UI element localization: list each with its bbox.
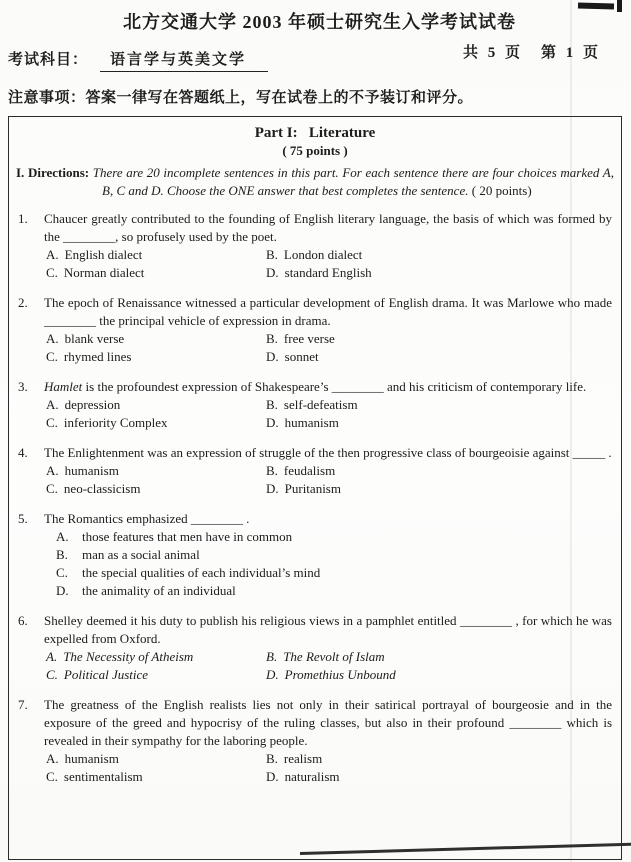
question-option: [46, 480, 266, 498]
option-text: Promethius Unbound: [284, 667, 396, 682]
option-letter: D.: [266, 769, 279, 784]
question-option: [46, 768, 266, 786]
option-letter: D.: [266, 481, 279, 496]
question-option: [266, 396, 612, 414]
option-letter: A.: [56, 529, 69, 544]
option-text: humanism: [64, 463, 119, 478]
option-letter: A.: [46, 751, 59, 766]
directions-label: I. Directions:: [16, 165, 90, 180]
option-text: standard English: [284, 265, 372, 280]
option-letter: A.: [46, 649, 58, 664]
part-points: ( 75 points ): [282, 143, 348, 158]
question-option: [46, 264, 266, 282]
question-number: 1.: [18, 211, 28, 226]
question-stem: The greatness of the English realists lies not only in their satirical portrayal of bourgeosie and in the exposure of the greed and hypocrisy of the ruling classes, but also in their profound ________ which is revealed in their sympathy for the laboring people.: [44, 697, 612, 748]
option-letter: C.: [46, 481, 58, 496]
question-option: [266, 768, 612, 786]
directions-text: There are 20 incomplete sentences in this part. For each sentence there are four choices marked A, B, C and D. Choose the ONE answer that best completes the sentence.: [92, 165, 614, 198]
option-text: humanism: [64, 751, 119, 766]
question-item: [18, 444, 616, 498]
question-item: [18, 378, 616, 432]
subject-row: [8, 45, 631, 72]
question-option: [56, 528, 612, 546]
question-option: [46, 330, 266, 348]
question-option: [46, 648, 266, 666]
option-letter: A.: [46, 463, 59, 478]
option-letter: B.: [266, 247, 278, 262]
option-text: the animality of an individual: [82, 583, 236, 598]
option-text: sonnet: [284, 349, 319, 364]
option-text: the special qualities of each individual’s mind: [82, 565, 321, 580]
question-option: [46, 246, 266, 264]
option-text: London dialect: [283, 247, 363, 262]
notice-label: 注意事项：: [8, 90, 86, 106]
option-text: blank verse: [64, 331, 125, 346]
exam-content-box: [8, 116, 622, 860]
options-list: [46, 330, 612, 366]
option-letter: C.: [46, 667, 58, 682]
question-option: [46, 666, 266, 684]
question-number: 4.: [18, 445, 28, 460]
question-option: [266, 264, 612, 282]
question-number: 2.: [18, 295, 28, 310]
option-text: English dialect: [64, 247, 143, 262]
option-text: realism: [283, 751, 323, 766]
question-stem: Chaucer greatly contributed to the founding of English literary language, the basis of which was formed by the ________, so profusely used by the poet.: [44, 211, 612, 244]
scan-fold-line: [570, 0, 572, 862]
question-stem: Hamlet is the profoundest expression of Shakespeare’s ________ and his criticism of contemporary life.: [44, 379, 587, 394]
option-text: feudalism: [283, 463, 336, 478]
option-letter: A.: [46, 397, 59, 412]
question-item: [18, 294, 616, 366]
option-text: humanism: [284, 415, 339, 430]
option-letter: B.: [56, 547, 68, 562]
question-option: [56, 582, 612, 600]
directions: [16, 164, 614, 200]
page-count-indicator: 共 5 页 第 1 页: [462, 45, 601, 61]
options-list: [46, 246, 612, 282]
option-letter: C.: [56, 565, 68, 580]
notice-line: [8, 86, 631, 107]
option-text: self-defeatism: [283, 397, 358, 412]
question-option: [266, 414, 612, 432]
question-option: [46, 396, 266, 414]
question-item: [18, 612, 616, 684]
page-title: 北方交通大学 2003 年硕士研究生入学考试试卷: [123, 12, 516, 32]
option-letter: C.: [46, 415, 58, 430]
option-text: depression: [64, 397, 121, 412]
question-option: [266, 666, 612, 684]
option-letter: C.: [46, 769, 58, 784]
question-option: [266, 330, 612, 348]
question-number: 7.: [18, 697, 28, 712]
option-text: free verse: [283, 331, 335, 346]
option-letter: B.: [266, 751, 278, 766]
option-text: rhymed lines: [63, 349, 132, 364]
option-letter: B.: [266, 397, 278, 412]
option-text: inferiority Complex: [63, 415, 168, 430]
question-number: 5.: [18, 511, 28, 526]
subject-value: 语言学与英美文学: [100, 48, 268, 72]
option-text: The Revolt of Islam: [283, 649, 385, 664]
question-option: [46, 462, 266, 480]
options-list: [46, 396, 612, 432]
option-letter: D.: [56, 583, 69, 598]
option-letter: A.: [46, 247, 59, 262]
option-text: Political Justice: [63, 667, 149, 682]
question-option: [266, 648, 612, 666]
option-text: naturalism: [284, 769, 340, 784]
options-list: [46, 648, 612, 684]
option-text: The Necessity of Atheism: [63, 649, 194, 664]
option-text: sentimentalism: [63, 769, 143, 784]
question-option: [46, 414, 266, 432]
option-text: Puritanism: [284, 481, 341, 496]
options-list: [46, 750, 612, 786]
option-letter: C.: [46, 349, 58, 364]
option-letter: C.: [46, 265, 58, 280]
option-letter: A.: [46, 331, 59, 346]
directions-points: ( 20 points): [471, 183, 532, 198]
question-option: [46, 348, 266, 366]
option-letter: B.: [266, 463, 278, 478]
question-option: [266, 480, 612, 498]
question-option: [46, 750, 266, 768]
question-number: 6.: [18, 613, 28, 628]
scan-corner-mark-stroke: [617, 0, 622, 12]
question-option: [266, 348, 612, 366]
question-option: [266, 246, 612, 264]
question-stem: Shelley deemed it his duty to publish his religious views in a pamphlet entitled ________ , for which he was expelled from Oxford.: [44, 613, 612, 646]
option-text: those features that men have in common: [82, 529, 293, 544]
question-option: [56, 546, 612, 564]
option-letter: D.: [266, 667, 279, 682]
scan-corner-mark: [578, 3, 614, 10]
option-text: Norman dialect: [63, 265, 145, 280]
option-letter: B.: [266, 331, 278, 346]
part-title: Part I: Literature: [254, 125, 376, 141]
question-item: [18, 210, 616, 282]
page-header: [0, 0, 631, 107]
option-text: man as a social animal: [82, 547, 200, 562]
question-option: [56, 564, 612, 582]
option-text: neo-classicism: [63, 481, 141, 496]
question-option: [266, 750, 612, 768]
question-stem: The Romantics emphasized ________ .: [44, 511, 250, 526]
options-list: [46, 462, 612, 498]
subject-label: 考试科目：: [8, 52, 89, 68]
option-letter: D.: [266, 415, 279, 430]
question-stem: The Enlightenment was an expression of struggle of the then progressive class of bourgeoisie against _____ .: [44, 445, 612, 460]
option-letter: D.: [266, 265, 279, 280]
question-item: [18, 510, 616, 600]
option-letter: B.: [266, 649, 278, 664]
question-item: [18, 696, 616, 786]
options-list: [44, 528, 612, 600]
question-stem: The epoch of Renaissance witnessed a particular development of English drama. It was Marlowe who made ________ the principal vehicle of expression in drama.: [44, 295, 612, 328]
questions-list: [14, 210, 616, 786]
question-number: 3.: [18, 379, 28, 394]
question-option: [266, 462, 612, 480]
notice-text: 答案一律写在答题纸上，写在试卷上的不予装订和评分。: [85, 90, 474, 106]
option-letter: D.: [266, 349, 279, 364]
